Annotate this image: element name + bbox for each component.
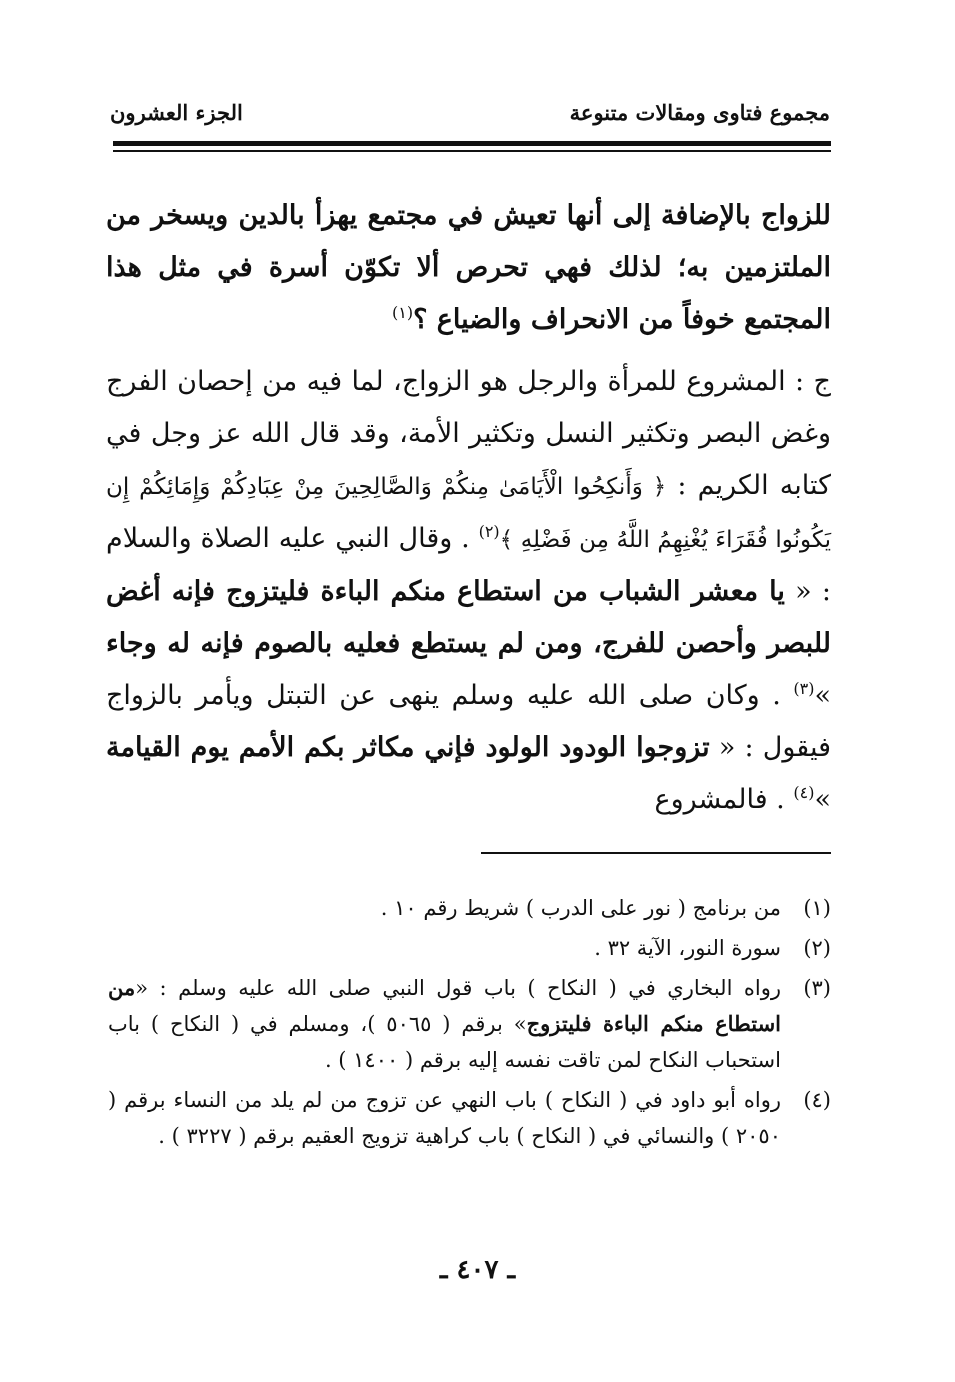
verse-end: .: [461, 523, 470, 554]
footnote-ref-4: (٤): [793, 783, 815, 802]
footnote-text: رواه أبو داود في ( النكاح ) باب النهي عن تزوج من لم يلد من النساء برقم ( ٢٠٥٠ ) والنسائي في ( النكاح ) باب كراهية تزويج العقيم برقم ( ٣٢٢٧ ) .: [108, 1088, 781, 1148]
answer-paragraph: [106, 356, 831, 826]
footnote-1: [108, 890, 831, 926]
hadith2-text: تزوجوا الودود الولود فإني مكاثر بكم الأمم يوم القيامة: [106, 732, 710, 763]
running-header: [110, 100, 830, 136]
question-text: للزواج بالإضافة إلى أنها تعيش في مجتمع يهزأ بالدين ويسخر من الملتزمين به؛ لذلك فهي تحرص ألا تكوّن أسرة في مثل هذا المجتمع خوفاً من الانحراف والضياع ؟: [106, 200, 831, 335]
footnote-3: [108, 970, 831, 1078]
quran-verse: ﴿ وَأَنكِحُوا الْأَيَامَىٰ مِنكُمْ وَالصَّالِحِينَ مِنْ عِبَادِكُمْ وَإِمَائِكُمْ إِن يَكُونُوا فُقَرَاءَ يُغْنِهِمُ اللَّهُ مِن فَضْلِهِ ﴾: [106, 474, 831, 553]
volume-label: الجزء العشرون: [110, 100, 243, 125]
footnote-text: [108, 970, 781, 1078]
footnote-ref-1: (١): [391, 303, 414, 322]
hadith1-text: يا معشر الشباب من استطاع منكم الباءة فليتزوج فإنه أغض للبصر وأحصن للفرج، ومن لم يستطع فعليه بالصوم فإنه له وجاء: [106, 576, 831, 659]
answer-intro: ج : المشروع للمرأة والرجل هو الزواج، لما فيه من إحصان الفرج وغض البصر وتكثير النسل وتكثير الأمة، وقد قال الله عز وجل في كتابه الكريم :: [106, 366, 831, 501]
answer-tail: . فالمشروع: [654, 784, 785, 815]
hadith1-lead: وقال النبي عليه الصلاة والسلام : «: [106, 523, 831, 607]
hadith2-lead: . وكان صلى الله عليه وسلم ينهى عن التبتل ويأمر بالزواج فيقول : «: [106, 680, 832, 763]
footnote-text: سورة النور، الآية ٣٢ .: [594, 936, 781, 960]
footnote-number: (٤): [803, 1088, 831, 1112]
book-title: مجموع فتاوى ومقالات متنوعة: [569, 100, 830, 125]
question-paragraph: [106, 190, 831, 346]
footnote-text-b: » برقم ( ٥٠٦٥ )، ومسلم في ( النكاح ) باب استحباب النكاح لمن تاقت نفسه إليه برقم ( ١٤٠٠ ) .: [108, 1012, 781, 1072]
footnote-number: (١): [803, 896, 831, 920]
footnote-4: [108, 1082, 831, 1154]
main-text: [106, 190, 831, 826]
footnote-number: (٢): [803, 936, 831, 960]
footnote-2: [108, 930, 831, 966]
footnote-number: (٣): [803, 976, 831, 1000]
hadith1-close: »: [814, 680, 831, 711]
footnote-separator: [481, 852, 831, 854]
footnotes: [108, 890, 831, 1158]
footnote-text-bold: من استطاع منكم الباءة فليتزوج: [108, 975, 782, 1036]
hadith2-close: »: [814, 784, 831, 815]
footnote-text-a: رواه البخاري في ( النكاح ) باب قول النبي صلى الله عليه وسلم : «: [135, 976, 781, 1000]
footnote-text: من برنامج ( نور على الدرب ) شريط رقم ١٠ .: [380, 896, 781, 920]
footnote-ref-2: (٢): [478, 522, 500, 541]
page-number: ـ ٤٠٧ ـ: [439, 1255, 516, 1285]
footnote-ref-3: (٣): [793, 679, 815, 698]
header-rule-thick: [113, 141, 831, 146]
header-rule-thin: [113, 150, 831, 152]
